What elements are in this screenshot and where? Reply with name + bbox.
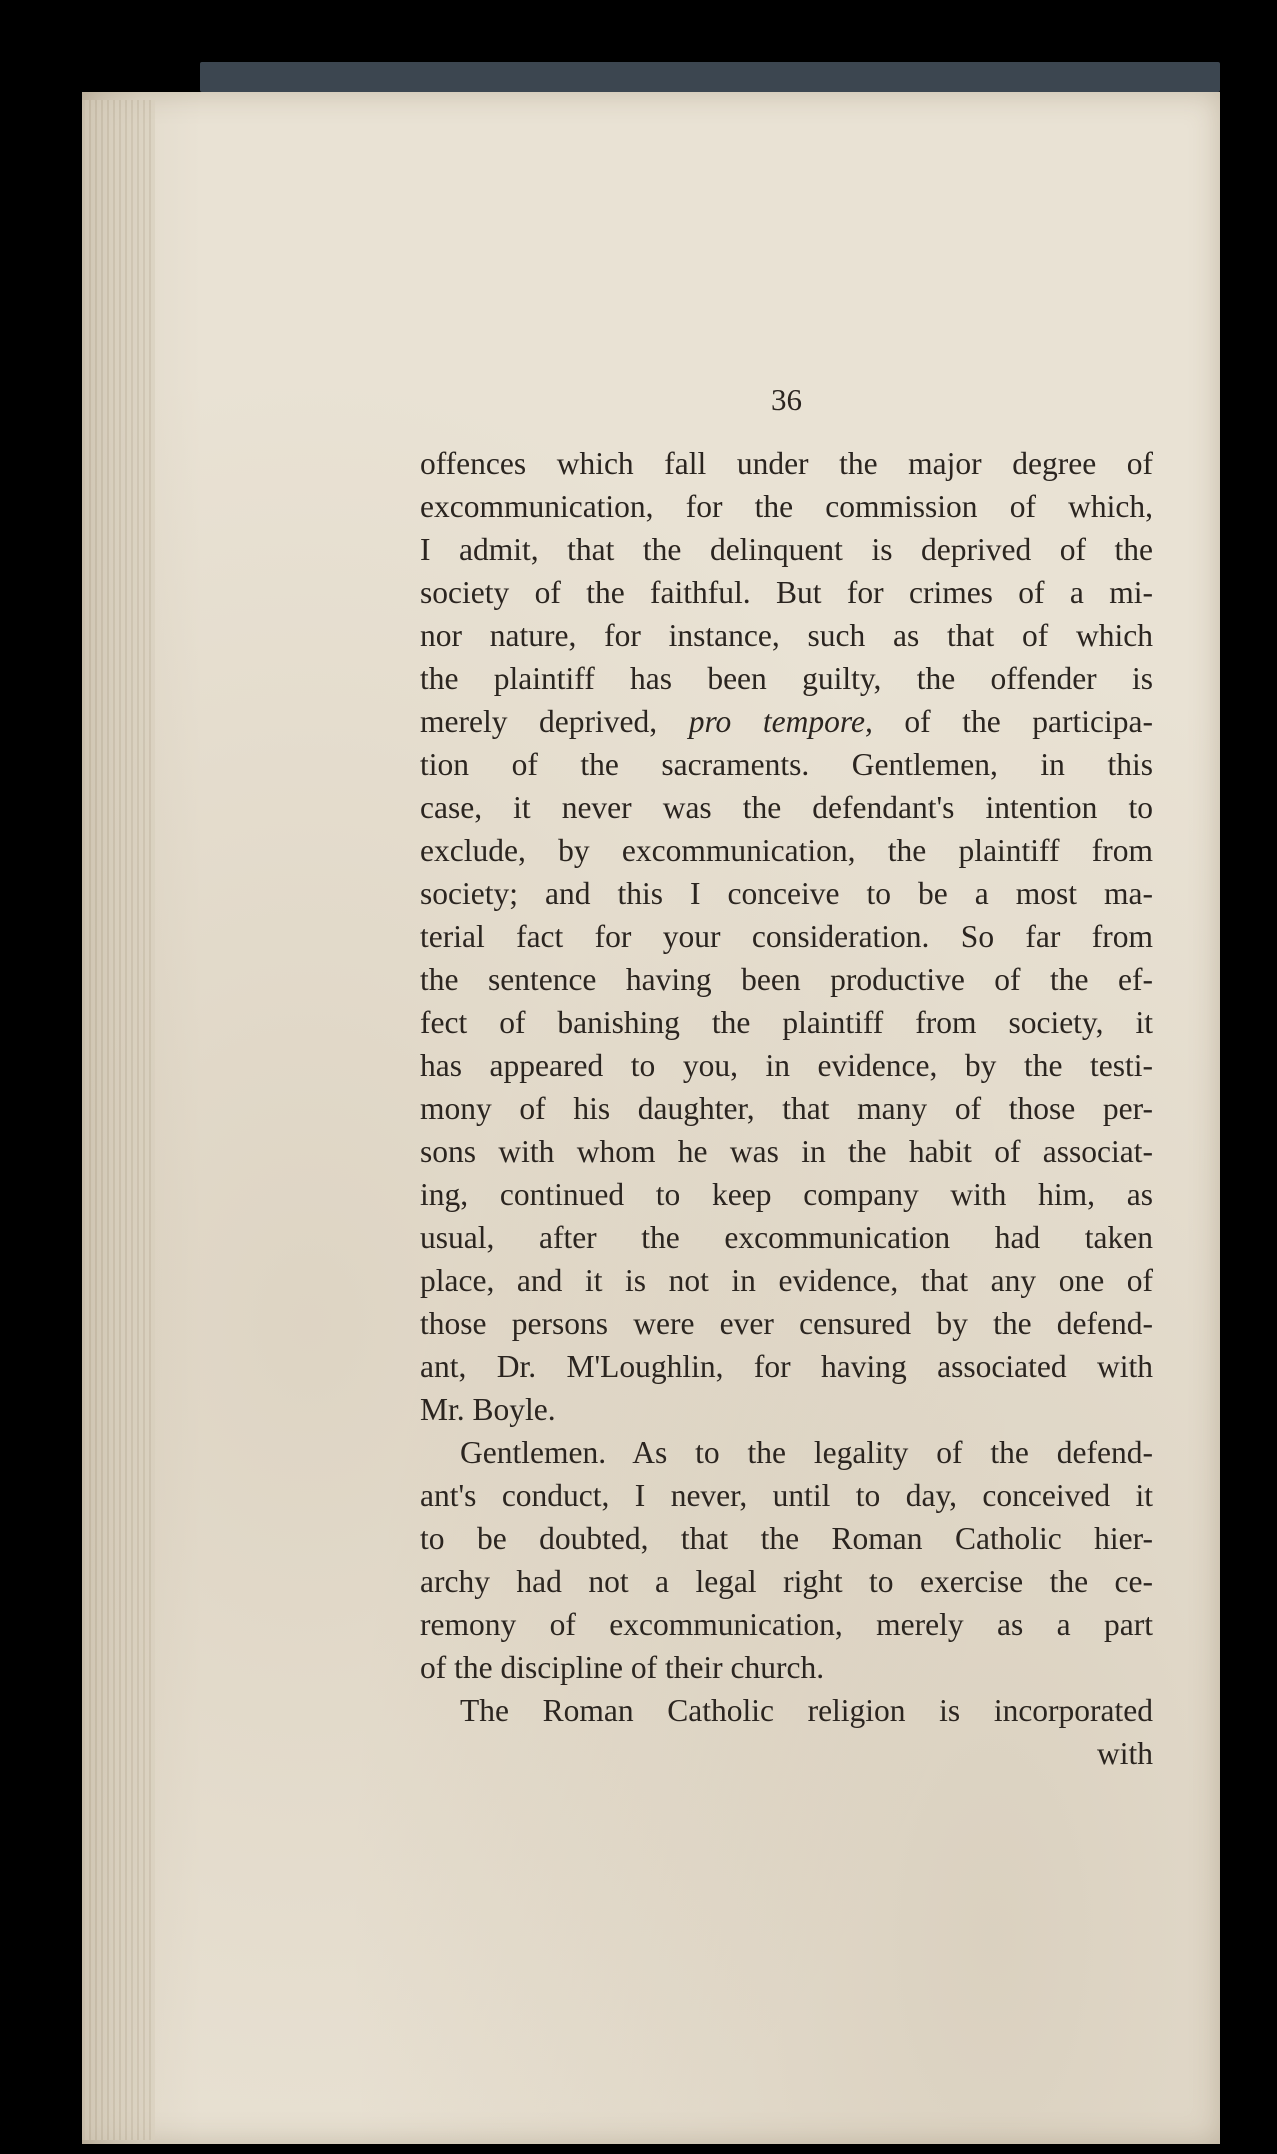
text-fragment: merely deprived, [420, 704, 689, 739]
text-line: Mr. Boyle. [420, 1392, 556, 1427]
text-line: ing, continued to keep company with him, as [420, 1177, 1153, 1212]
text-line: society of the faithful. But for crimes of a mi- [420, 575, 1153, 610]
catchword: with [1096, 1736, 1153, 1771]
text-line: the plaintiff has been guilty, the offender is [420, 661, 1153, 696]
text-line: the sentence having been productive of the ef- [420, 962, 1153, 997]
text-fragment: of the participa- [872, 704, 1153, 739]
text-line: to be doubted, that the Roman Catholic hier- [420, 1521, 1153, 1556]
text-line: excommunication, for the commission of which, [420, 489, 1153, 524]
text-line: of the discipline of their church. [420, 1650, 825, 1685]
text-line: those persons were ever censured by the defend- [420, 1306, 1153, 1341]
text-line: fect of banishing the plaintiff from society, it [420, 1005, 1153, 1040]
text-line: mony of his daughter, that many of those per- [420, 1091, 1153, 1126]
text-line: ant's conduct, I never, until to day, conceived it [420, 1478, 1153, 1513]
paragraph-start: Gentlemen. As to the legality of the defend- [460, 1435, 1153, 1470]
text-line: remony of excommunication, merely as a part [420, 1607, 1153, 1642]
paragraph-start: The Roman Catholic religion is incorporated [460, 1693, 1153, 1728]
text-line: I admit, that the delinquent is deprived of the [420, 532, 1153, 567]
book-cover-edge [200, 62, 1220, 92]
text-line-italic [420, 700, 1153, 744]
text-line: has appeared to you, in evidence, by the testi- [420, 1048, 1153, 1083]
page-number: 36 [771, 382, 802, 417]
text-line: sons with whom he was in the habit of associat- [420, 1134, 1153, 1169]
page-edges [82, 100, 155, 2140]
text-line: terial fact for your consideration. So far from [420, 919, 1153, 954]
text-line: society; and this I conceive to be a most ma- [420, 876, 1153, 911]
text-line: ant, Dr. M'Loughlin, for having associated with [420, 1349, 1153, 1384]
text-line: exclude, by excommunication, the plaintiff from [420, 833, 1153, 868]
text-line: nor nature, for instance, such as that of which [420, 618, 1153, 653]
text-line: usual, after the excommunication had taken [420, 1220, 1153, 1255]
text-line: archy had not a legal right to exercise the ce- [420, 1564, 1153, 1599]
italic-phrase: pro tempore, [688, 704, 873, 739]
text-line: case, it never was the defendant's intention to [420, 790, 1153, 825]
text-line: tion of the sacraments. Gentlemen, in this [420, 747, 1153, 782]
text-line: offences which fall under the major degree of [420, 446, 1153, 481]
text-line: place, and it is not in evidence, that any one of [420, 1263, 1153, 1298]
